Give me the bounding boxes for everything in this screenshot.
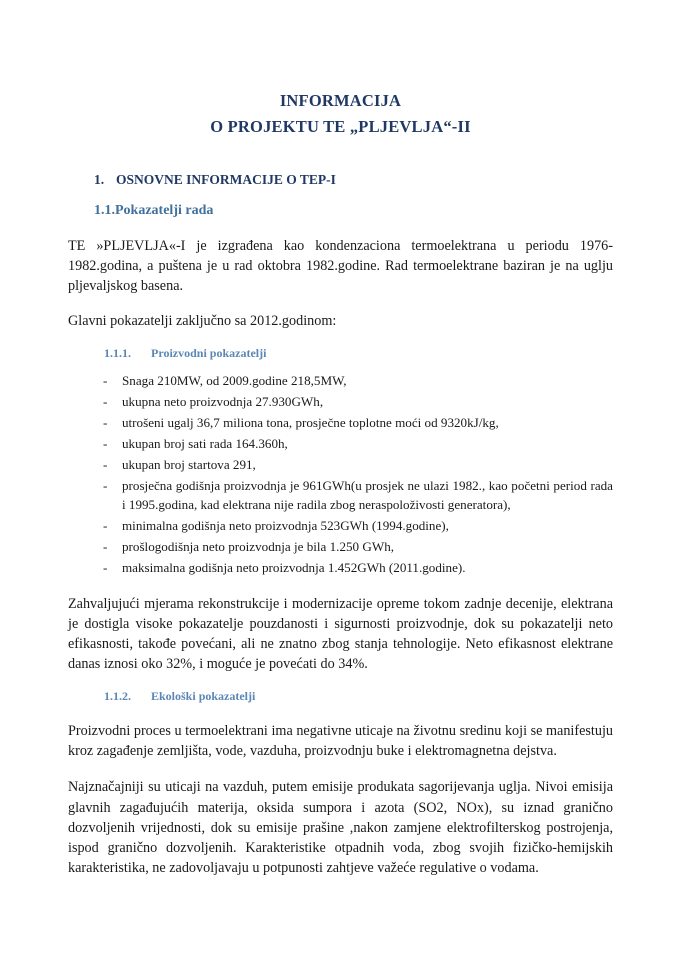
lead-in-paragraph: Glavni pokazatelji zaključno sa 2012.godinom: — [68, 313, 337, 330]
list-item: - ukupan broj startova 291, — [68, 456, 613, 475]
document-title-line-2: O PROJEKTU TE „PLJEVLJA“-II — [210, 116, 471, 136]
section-heading-1-1-1 — [104, 346, 613, 362]
list-item: - minimalna godišnja neto proizvodnja 523GWh (1994.godine), — [68, 517, 613, 536]
document-title-line-1: INFORMACIJA — [279, 91, 402, 110]
list-item: - ukupna neto proizvodnja 27.930GWh, — [68, 393, 613, 412]
section-heading-1-1: 1.1.Pokazatelji rada — [94, 202, 214, 218]
intro-paragraph: TE »PLJEVLJA«-I je izgrađena kao kondenzaciona termoelektrana u periodu 1976-1982.godina, a puštena je u rad oktobra 1982.godine. Rad termoelektrane baziran je na uglju pljevaljskog basena. — [68, 237, 613, 295]
modernization-paragraph: Zahvaljujući mjerama rekonstrukcije i modernizacije opreme tokom zadnje decenije, elektrana je dostigla visoke pokazatelje pouzdanosti i sigurnosti proizvodnje, dok su pokazatelji neto efikasnosti, takođe povećani, ali ne znatno zbog stanja tehnologije. Neto efikasnost elektrane danas iznosi oko 32%, i moguće je povećati do 34%. — [68, 595, 613, 673]
section-heading-1-text: OSNOVNE INFORMACIJE O TEP-I — [116, 172, 336, 188]
section-heading-1-1-2-text: Ekološki pokazatelji — [151, 689, 256, 704]
list-item: - ukupan broj sati rada 164.360h, — [68, 435, 613, 454]
ecological-paragraph-1: Proizvodni proces u termoelektrani ima negativne uticaje na životnu sredinu koji se manifestuju kroz zagađenje zemljišta, vode, vazduha, proizvodnju buke i elektromagnetna dejstva. — [68, 723, 613, 760]
list-item: - Snaga 210MW, od 2009.godine 218,5MW, — [68, 372, 613, 391]
list-item: - maksimalna godišnja neto proizvodnja 1.452GWh (2011.godine). — [68, 559, 613, 578]
section-heading-1 — [94, 171, 613, 189]
list-item: - prosječna godišnja proizvodnja je 961GWh(u prosjek ne ulazi 1982., kao početni period rada i 1995.godina, kad elektrana nije radila zbog neraspoloživosti generatora), — [68, 477, 613, 514]
document-title — [68, 88, 613, 139]
list-item: - utrošeni ugalj 36,7 miliona tona, prosječne toplotne moći od 9320kJ/kg, — [68, 414, 613, 433]
list-item: - prošlogodišnja neto proizvodnja je bila 1.250 GWh, — [68, 538, 613, 557]
ecological-paragraph-2: Najznačajniji su uticaji na vazduh, putem emisije produkata sagorijevanja uglja. Nivoi emisija glavnih zagađujućih materija, oksida sumpora i azota (SO2, NOx), su iznad granično dozvoljenih vrijednosti, dok su emisije prašine ,nakon zamjene elektrofilterskog postrojenja, ispod granično dozvoljenih. Karakteristike otpadnih voda, zbog svojih fizičko-hemijskih karakteristika, ne zadovoljavaju u potpunosti zahtjeve važeće regulative o vodama. — [68, 779, 613, 877]
section-heading-1-1-1-number: 1.1.1. — [104, 346, 131, 361]
section-heading-1-number: 1. — [94, 172, 105, 188]
section-heading-1-1-1-text: Proizvodni pokazatelji — [151, 346, 267, 361]
section-heading-1-1-2 — [104, 689, 613, 705]
section-heading-1-1-2-number: 1.1.2. — [104, 689, 131, 704]
production-indicators-list — [68, 372, 613, 578]
